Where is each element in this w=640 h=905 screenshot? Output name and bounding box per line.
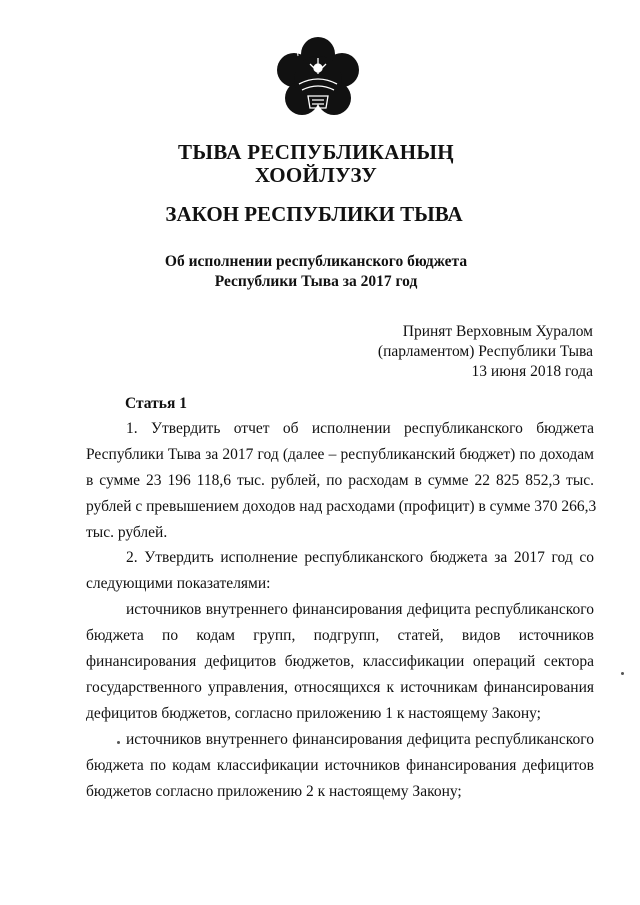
paragraph-line: Республики Тыва за 2017 год (далее – республиканский бюджет) по доходам xyxy=(86,446,594,463)
scan-speck xyxy=(621,672,624,675)
adoption-block xyxy=(378,322,593,382)
paragraph-line: 2. Утвердить исполнение республиканского бюджета за 2017 год со xyxy=(126,549,594,566)
paragraph-4 xyxy=(86,727,594,805)
adoption-date: 13 июня 2018 года xyxy=(471,363,593,380)
paragraph-line: тыс. рублей. xyxy=(86,524,168,541)
paragraph-1 xyxy=(86,416,597,546)
paragraph-line: источников внутреннего финансирования дефицита республиканского xyxy=(126,601,594,618)
adoption-line2: (парламентом) Республики Тыва xyxy=(377,343,593,360)
paragraph-3 xyxy=(86,597,594,727)
scan-speck xyxy=(117,741,120,744)
paragraph-line: рублей с превышением доходов над расходами (профицит) в сумме 370 266,3 xyxy=(86,498,597,515)
title-tyva-line1: ТЫВА РЕСПУБЛИКАНЫҢ xyxy=(178,140,454,164)
coat-of-arms-emblem xyxy=(272,34,364,126)
paragraph-line: источников внутреннего финансирования дефицита республиканского xyxy=(126,731,594,748)
paragraph-line: дефицитов бюджетов, согласно приложению 1 к настоящему Закону; xyxy=(86,705,541,722)
paragraph-line: следующими показателями: xyxy=(86,575,271,592)
paragraph-line: бюджетов согласно приложению 2 к настоящему Закону; xyxy=(86,783,462,800)
article-heading: Статья 1 xyxy=(125,395,187,412)
paragraph-line: финансирования дефицитов бюджетов, классификации операций сектора xyxy=(86,653,594,670)
paragraph-line: 1. Утвердить отчет об исполнении республиканского бюджета xyxy=(126,420,594,437)
paragraph-line: государственного управления, относящихся к источникам финансирования xyxy=(86,679,594,696)
paragraph-line: бюджета по кодам групп, подгрупп, статей, видов источников xyxy=(86,627,594,644)
adoption-line1: Принят Верховным Хуралом xyxy=(402,323,593,340)
paragraph-2 xyxy=(86,545,594,597)
law-subject-line1: Об исполнении республиканского бюджета xyxy=(164,253,468,270)
law-subject-line2: Республики Тыва за 2017 год xyxy=(214,273,418,290)
paragraph-line: в сумме 23 196 118,6 тыс. рублей, по расходам в сумме 22 825 852,3 тыс. xyxy=(86,472,594,489)
paragraph-line: бюджета по кодам классификации источников финансирования дефицитов xyxy=(86,757,594,774)
title-russian: ЗАКОН РЕСПУБЛИКИ ТЫВА xyxy=(165,202,463,226)
title-tyva-line2: ХООЙЛУЗУ xyxy=(254,163,378,187)
